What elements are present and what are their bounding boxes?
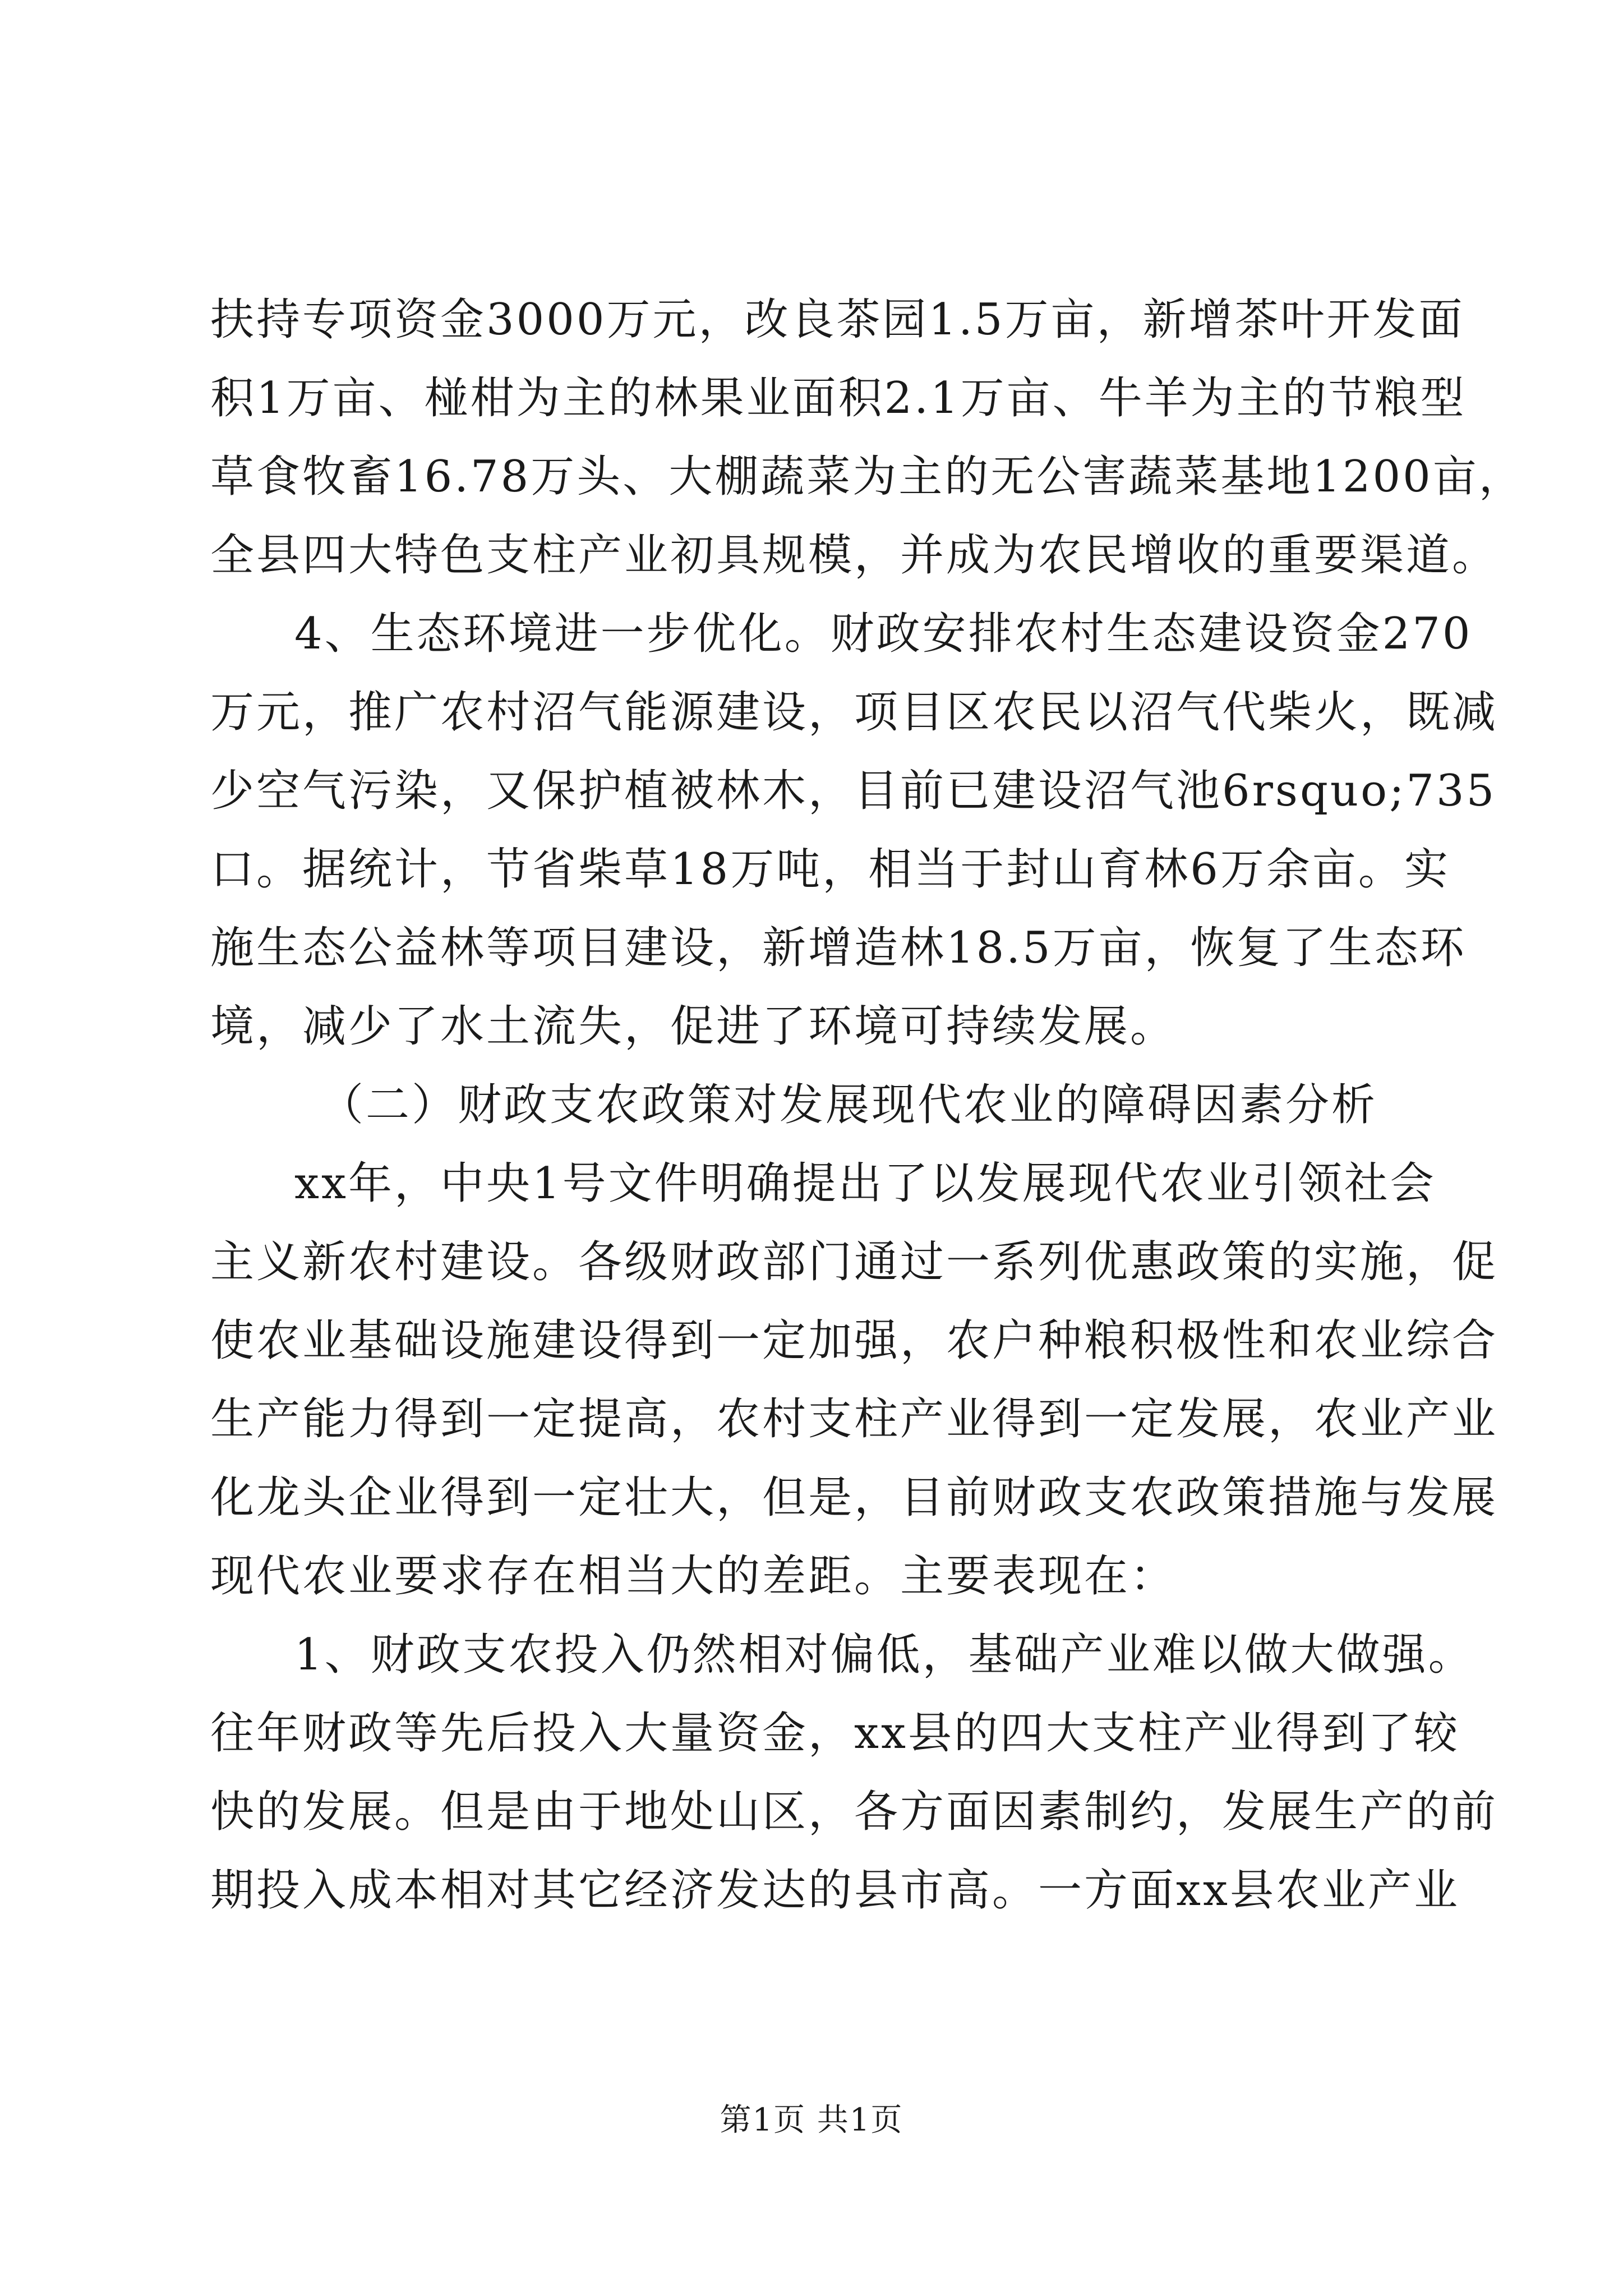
paragraph-line: 快的发展。但是由于地处山区，各方面因素制约，发展生产的前: [210, 1787, 1498, 1837]
paragraph-line: 施生态公益林等项目建设，新增造林18.5万亩，恢复了生态环: [210, 923, 1467, 973]
paragraph-line: 期投入成本相对其它经济发达的县市高。一方面xx县农业产业: [210, 1865, 1460, 1916]
paragraph-line: 少空气污染，又保护植被林木，目前已建设沼气池6rsquo;735: [210, 766, 1497, 816]
paragraph-line: 口。据统计，节省柴草18万吨，相当于封山育林6万余亩。实: [210, 844, 1450, 895]
paragraph-line: 1、财政支农投入仍然相对偏低，基础产业难以做大做强。: [294, 1630, 1474, 1680]
paragraph-line: 境，减少了水土流失，促进了环境可持续发展。: [210, 1001, 1177, 1052]
paragraph-line: xx年，中央1号文件明确提出了以发展现代农业引领社会: [294, 1158, 1436, 1209]
paragraph-line: 现代农业要求存在相当大的差距。主要表现在：: [210, 1551, 1177, 1602]
paragraph-line: 扶持专项资金3000万元，改良茶园1.5万亩，新增茶叶开发面: [210, 295, 1465, 345]
paragraph-line: 化龙头企业得到一定壮大，但是，目前财政支农政策措施与发展: [210, 1473, 1498, 1523]
paragraph-line: 主义新农村建设。各级财政部门通过一系列优惠政策的实施，促: [210, 1237, 1498, 1287]
section-heading: （二）财政支农政策对发展现代农业的障碍因素分析: [320, 1080, 1378, 1130]
paragraph-line: 万元，推广农村沼气能源建设，项目区农民以沼气代柴火，既减: [210, 687, 1498, 738]
paragraph-line: 积1万亩、椪柑为主的林果业面积2.1万亩、牛羊为主的节粮型: [210, 373, 1467, 424]
paragraph-line: 使农业基础设施建设得到一定加强，农户种粮积极性和农业综合: [210, 1315, 1498, 1366]
paragraph-line: 4、生态环境进一步优化。财政安排农村生态建设资金270: [294, 609, 1473, 659]
paragraph-line: 往年财政等先后投入大量资金，xx县的四大支柱产业得到了较: [210, 1708, 1460, 1759]
page-number-footer: 第1页 共1页: [720, 2102, 903, 2138]
paragraph-line: 全县四大特色支柱产业初具规模，并成为农民增收的重要渠道。: [210, 530, 1498, 581]
paragraph-line: 生产能力得到一定提高，农村支柱产业得到一定发展，农业产业: [210, 1394, 1498, 1444]
paragraph-line: 草食牧畜16.78万头、大棚蔬菜为主的无公害蔬菜基地1200亩，: [210, 452, 1525, 502]
